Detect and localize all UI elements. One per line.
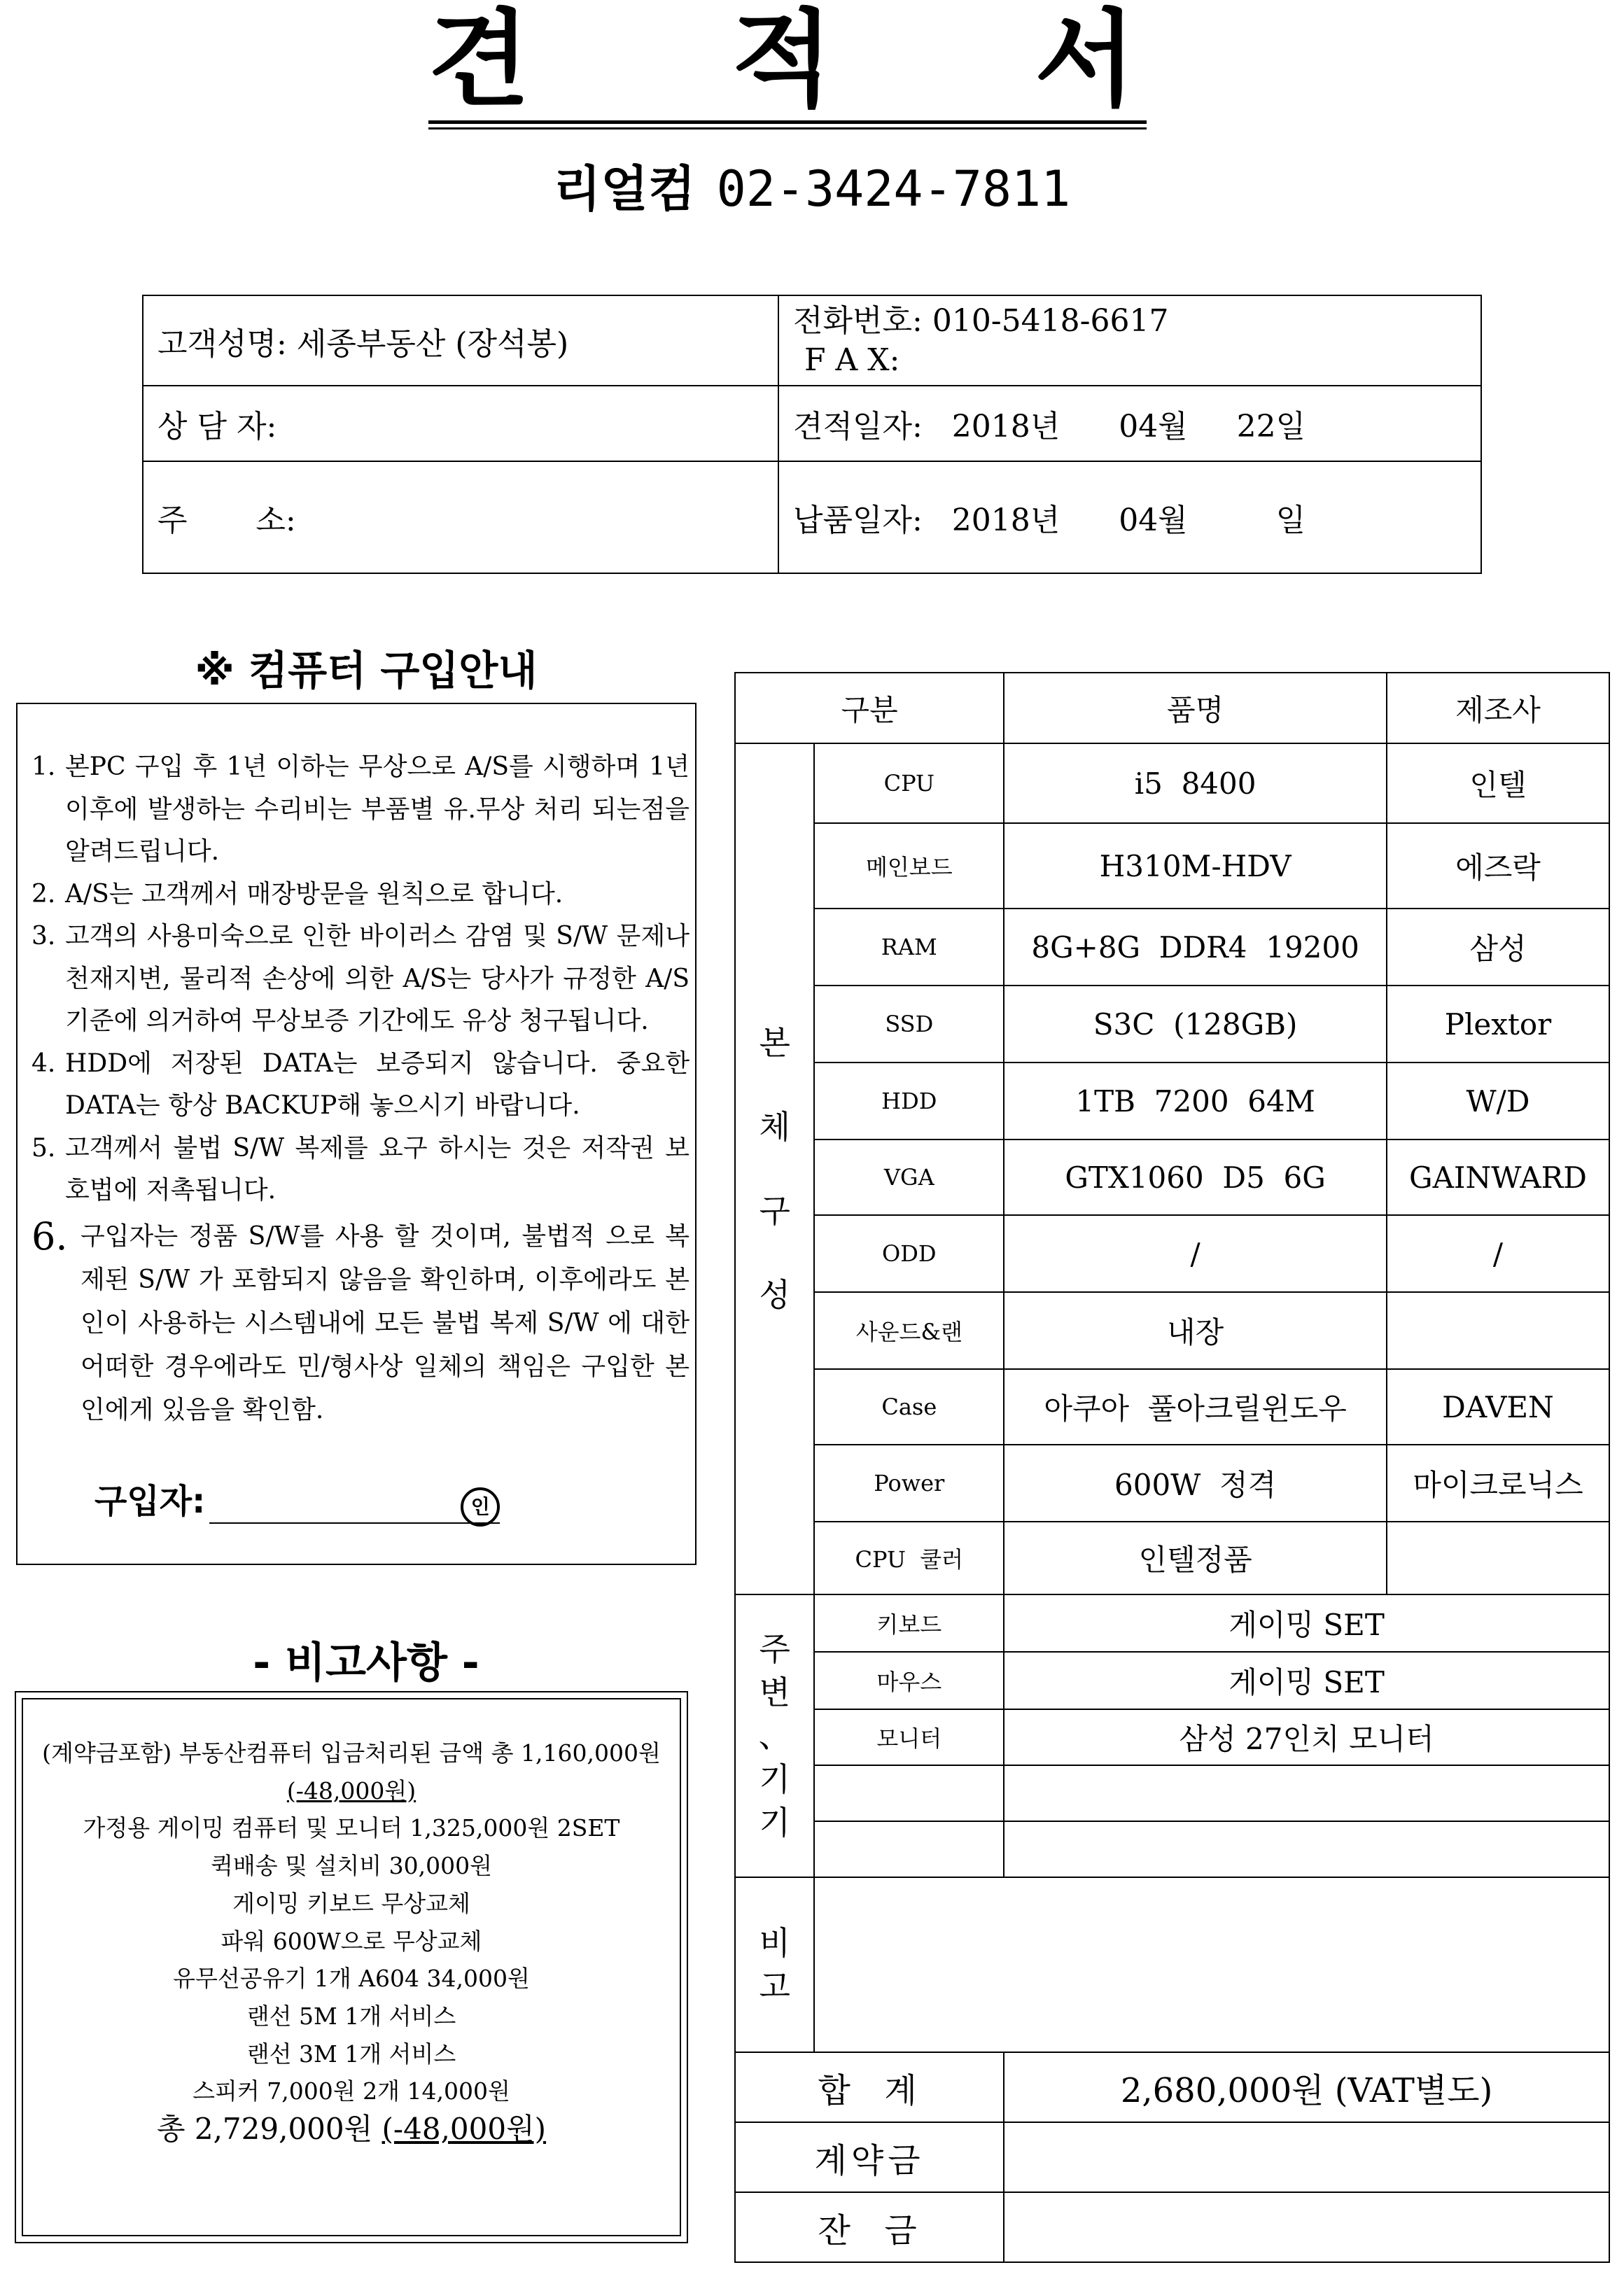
spec-name: 8G+8G DDR4 19200 [1004, 909, 1387, 986]
spec-row [735, 909, 1609, 986]
spec-row [735, 823, 1609, 909]
guide-item-number: 4. [31, 1049, 56, 1078]
spec-name: H310M-HDV [1004, 823, 1387, 909]
company-name: 리얼컴 [553, 160, 696, 218]
periph-part: 모니터 [814, 1709, 1004, 1765]
guide-list [31, 746, 690, 1432]
customer-info-table [142, 295, 1482, 574]
spec-maker: 마이크로닉스 [1387, 1445, 1609, 1522]
spec-row [735, 986, 1609, 1063]
company-line [0, 157, 1624, 220]
note-row [735, 1877, 1609, 2052]
remarks-line: 파워 600W으로 무상교체 [220, 1927, 482, 1955]
buyer-signature [94, 1479, 500, 1524]
remarks-line: 가정용 게이밍 컴퓨터 및 모니터 1,325,000원 2SET [83, 1814, 620, 1842]
spec-part: ODD [814, 1215, 1004, 1292]
remarks-total-amount: 총 2,729,000원 [156, 2112, 382, 2147]
body-group-label: 본 체 구 성 [735, 743, 814, 1594]
periph-row [735, 1652, 1609, 1709]
remarks-line: (계약금포함) 부동산컴퓨터 입금처리된 금액 총 1,160,000원 [42, 1739, 661, 1767]
spec-maker: GAINWARD [1387, 1140, 1609, 1215]
spec-maker: DAVEN [1387, 1369, 1609, 1445]
spec-maker [1387, 1292, 1609, 1369]
guide-item-number: 1. [31, 752, 56, 781]
balance-row [735, 2192, 1609, 2262]
remarks-line: 퀵배송 및 설치비 30,000원 [211, 1852, 492, 1880]
periph-row [735, 1594, 1609, 1652]
remarks-line: 유무선공유기 1개 A604 34,000원 [173, 1965, 530, 1993]
consultant: 상 담 자: [143, 386, 778, 461]
deposit-value [1004, 2122, 1609, 2192]
guide-item-text: 고객의 사용미숙으로 인한 바이러스 감염 및 S/W 문제나 천재지변, 물리적 손상에 의한 A/S는 당사가 규정한 A/S 기준에 의거하여 무상보증 기간에도 유상 청구됩니다. [65, 922, 690, 1035]
spec-part: VGA [814, 1140, 1004, 1215]
spec-maker: 에즈락 [1387, 823, 1609, 909]
guide-item-text: A/S는 고객께서 매장방문을 원칙으로 합니다. [65, 879, 564, 909]
spec-name: 아쿠아 풀아크릴윈도우 [1004, 1369, 1387, 1445]
guide-item [31, 874, 690, 916]
spec-header-item: 품명 [1004, 673, 1387, 743]
title-underline-inner [428, 127, 1147, 129]
remarks-line: 랜선 3M 1개 서비스 [246, 2040, 456, 2068]
spec-row [735, 1215, 1609, 1292]
periph-part [814, 1821, 1004, 1877]
remarks-box [15, 1691, 688, 2243]
spec-maker: / [1387, 1215, 1609, 1292]
spec-part: Case [814, 1369, 1004, 1445]
guide-item-number: 5. [31, 1133, 56, 1163]
peripheral-group-label: 주 변 、 기 기 [735, 1594, 814, 1877]
seal-mark: 인 [461, 1487, 500, 1527]
spec-part: Power [814, 1445, 1004, 1522]
spec-name: / [1004, 1215, 1387, 1292]
spec-name: GTX1060 D5 6G [1004, 1140, 1387, 1215]
periph-row [735, 1709, 1609, 1765]
periph-name: 게이밍 SET [1004, 1652, 1609, 1709]
periph-name: 삼성 27인치 모니터 [1004, 1709, 1609, 1765]
spec-table [734, 672, 1610, 2263]
spec-maker: 인텔 [1387, 743, 1609, 823]
periph-name: 게이밍 SET [1004, 1594, 1609, 1652]
remarks-list [23, 1734, 680, 2148]
deposit-row [735, 2122, 1609, 2192]
remarks-total [23, 2110, 680, 2148]
periph-part: 키보드 [814, 1594, 1004, 1652]
guide-box [16, 703, 696, 1565]
spec-row [735, 1292, 1609, 1369]
spec-row [735, 743, 1609, 823]
buyer-signature-line[interactable] [209, 1487, 500, 1524]
spec-name: 내장 [1004, 1292, 1387, 1369]
spec-maker [1387, 1522, 1609, 1594]
guide-item [31, 1043, 690, 1128]
remarks-heading: - 비고사항 - [253, 1639, 479, 1688]
spec-maker: Plextor [1387, 986, 1609, 1063]
spec-part: SSD [814, 986, 1004, 1063]
guide-item [31, 1215, 690, 1432]
note-content [814, 1877, 1609, 2052]
title-char-1: 견 [428, 0, 530, 121]
guide-item-number: 6. [31, 1214, 68, 1258]
spec-name: 600W 정격 [1004, 1445, 1387, 1522]
customer-phone: 전화번호: 010-5418-6617 [793, 302, 1169, 339]
periph-part [814, 1765, 1004, 1821]
buyer-label: 구입자: [94, 1482, 206, 1521]
guide-item-text: 본PC 구입 후 1년 이하는 무상으로 A/S를 시행하며 1년 이후에 발생하는 수리비는 부품별 유.무상 처리 되는점을 알려드립니다. [65, 752, 690, 866]
spec-header-row [735, 673, 1609, 743]
spec-row [735, 1369, 1609, 1445]
spec-part: 메인보드 [814, 823, 1004, 909]
guide-item-text: 고객께서 불법 S/W 복제를 요구 하시는 것은 저작권 보호법에 저촉됩니다. [65, 1133, 690, 1205]
total-value: 2,680,000원 (VAT별도) [1004, 2052, 1609, 2122]
spec-row [735, 1140, 1609, 1215]
customer-fax: F A X: [804, 342, 900, 378]
spec-header-maker: 제조사 [1387, 673, 1609, 743]
total-row [735, 2052, 1609, 2122]
spec-header-category: 구분 [735, 673, 1004, 743]
spec-part: HDD [814, 1063, 1004, 1140]
remarks-total-discount: (-48,000원) [382, 2112, 547, 2147]
spec-part: CPU [814, 743, 1004, 823]
estimate-date: 견적일자: 2018년 04월 22일 [778, 386, 1481, 461]
guide-item-number: 3. [31, 922, 56, 951]
title-char-2: 적 [732, 0, 833, 121]
address: 주 소: [143, 461, 778, 573]
remarks-inner-border [22, 1698, 681, 2236]
spec-row [735, 1063, 1609, 1140]
guide-item-number: 2. [31, 879, 56, 909]
remarks-line: 스피커 7,000원 2개 14,000원 [192, 2077, 510, 2105]
spec-name: 1TB 7200 64M [1004, 1063, 1387, 1140]
balance-value [1004, 2192, 1609, 2262]
spec-part: 사운드&랜 [814, 1292, 1004, 1369]
spec-name: i5 8400 [1004, 743, 1387, 823]
periph-part: 마우스 [814, 1652, 1004, 1709]
spec-part: CPU 쿨러 [814, 1522, 1004, 1594]
deposit-label: 계약금 [735, 2122, 1004, 2192]
guide-item [31, 746, 690, 874]
customer-name: 고객성명: 세종부동산 (장석봉) [143, 295, 778, 386]
guide-item [31, 916, 690, 1043]
title-underline [428, 120, 1147, 124]
company-phone: 02-3424-7811 [716, 160, 1071, 218]
balance-label: 잔 금 [735, 2192, 1004, 2262]
spec-row [735, 1522, 1609, 1594]
spec-row [735, 1445, 1609, 1522]
guide-item-text: 구입자는 정품 S/W를 사용 할 것이며, 불법적 으로 복제된 S/W 가 포함되지 않음을 확인하며, 이후에라도 본인이 사용하는 시스템내에 모든 불법 복제 S/W 에 대한 어떠한 경우에라도 민/형사상 일체의 책임은 구입한 본인에게 있음을 확인함. [80, 1221, 690, 1424]
periph-row [735, 1765, 1609, 1821]
spec-maker: 삼성 [1387, 909, 1609, 986]
remarks-line: 랜선 5M 1개 서비스 [246, 2002, 456, 2030]
periph-row [735, 1821, 1609, 1877]
periph-name [1004, 1765, 1609, 1821]
guide-item-text: HDD에 저장된 DATA는 보증되지 않습니다. 중요한 DATA는 항상 BACKUP해 놓으시기 바랍니다. [65, 1049, 690, 1120]
title-char-3: 서 [1035, 0, 1136, 121]
spec-name: 인텔정품 [1004, 1522, 1387, 1594]
note-group-label: 비 고 [735, 1877, 814, 2052]
delivery-date: 납품일자: 2018년 04월 일 [778, 461, 1481, 573]
remarks-line: 게이밍 키보드 무상교체 [232, 1889, 470, 1917]
spec-part: RAM [814, 909, 1004, 986]
contact-cell [778, 295, 1481, 386]
guide-item [31, 1128, 690, 1212]
spec-name: S3C (128GB) [1004, 986, 1387, 1063]
document-title [0, 0, 1624, 126]
total-label: 합 계 [735, 2052, 1004, 2122]
spec-maker: W/D [1387, 1063, 1609, 1140]
remarks-line: (-48,000원) [286, 1776, 416, 1804]
guide-heading: ※ 컴퓨터 구입안내 [195, 647, 538, 694]
periph-name [1004, 1821, 1609, 1877]
